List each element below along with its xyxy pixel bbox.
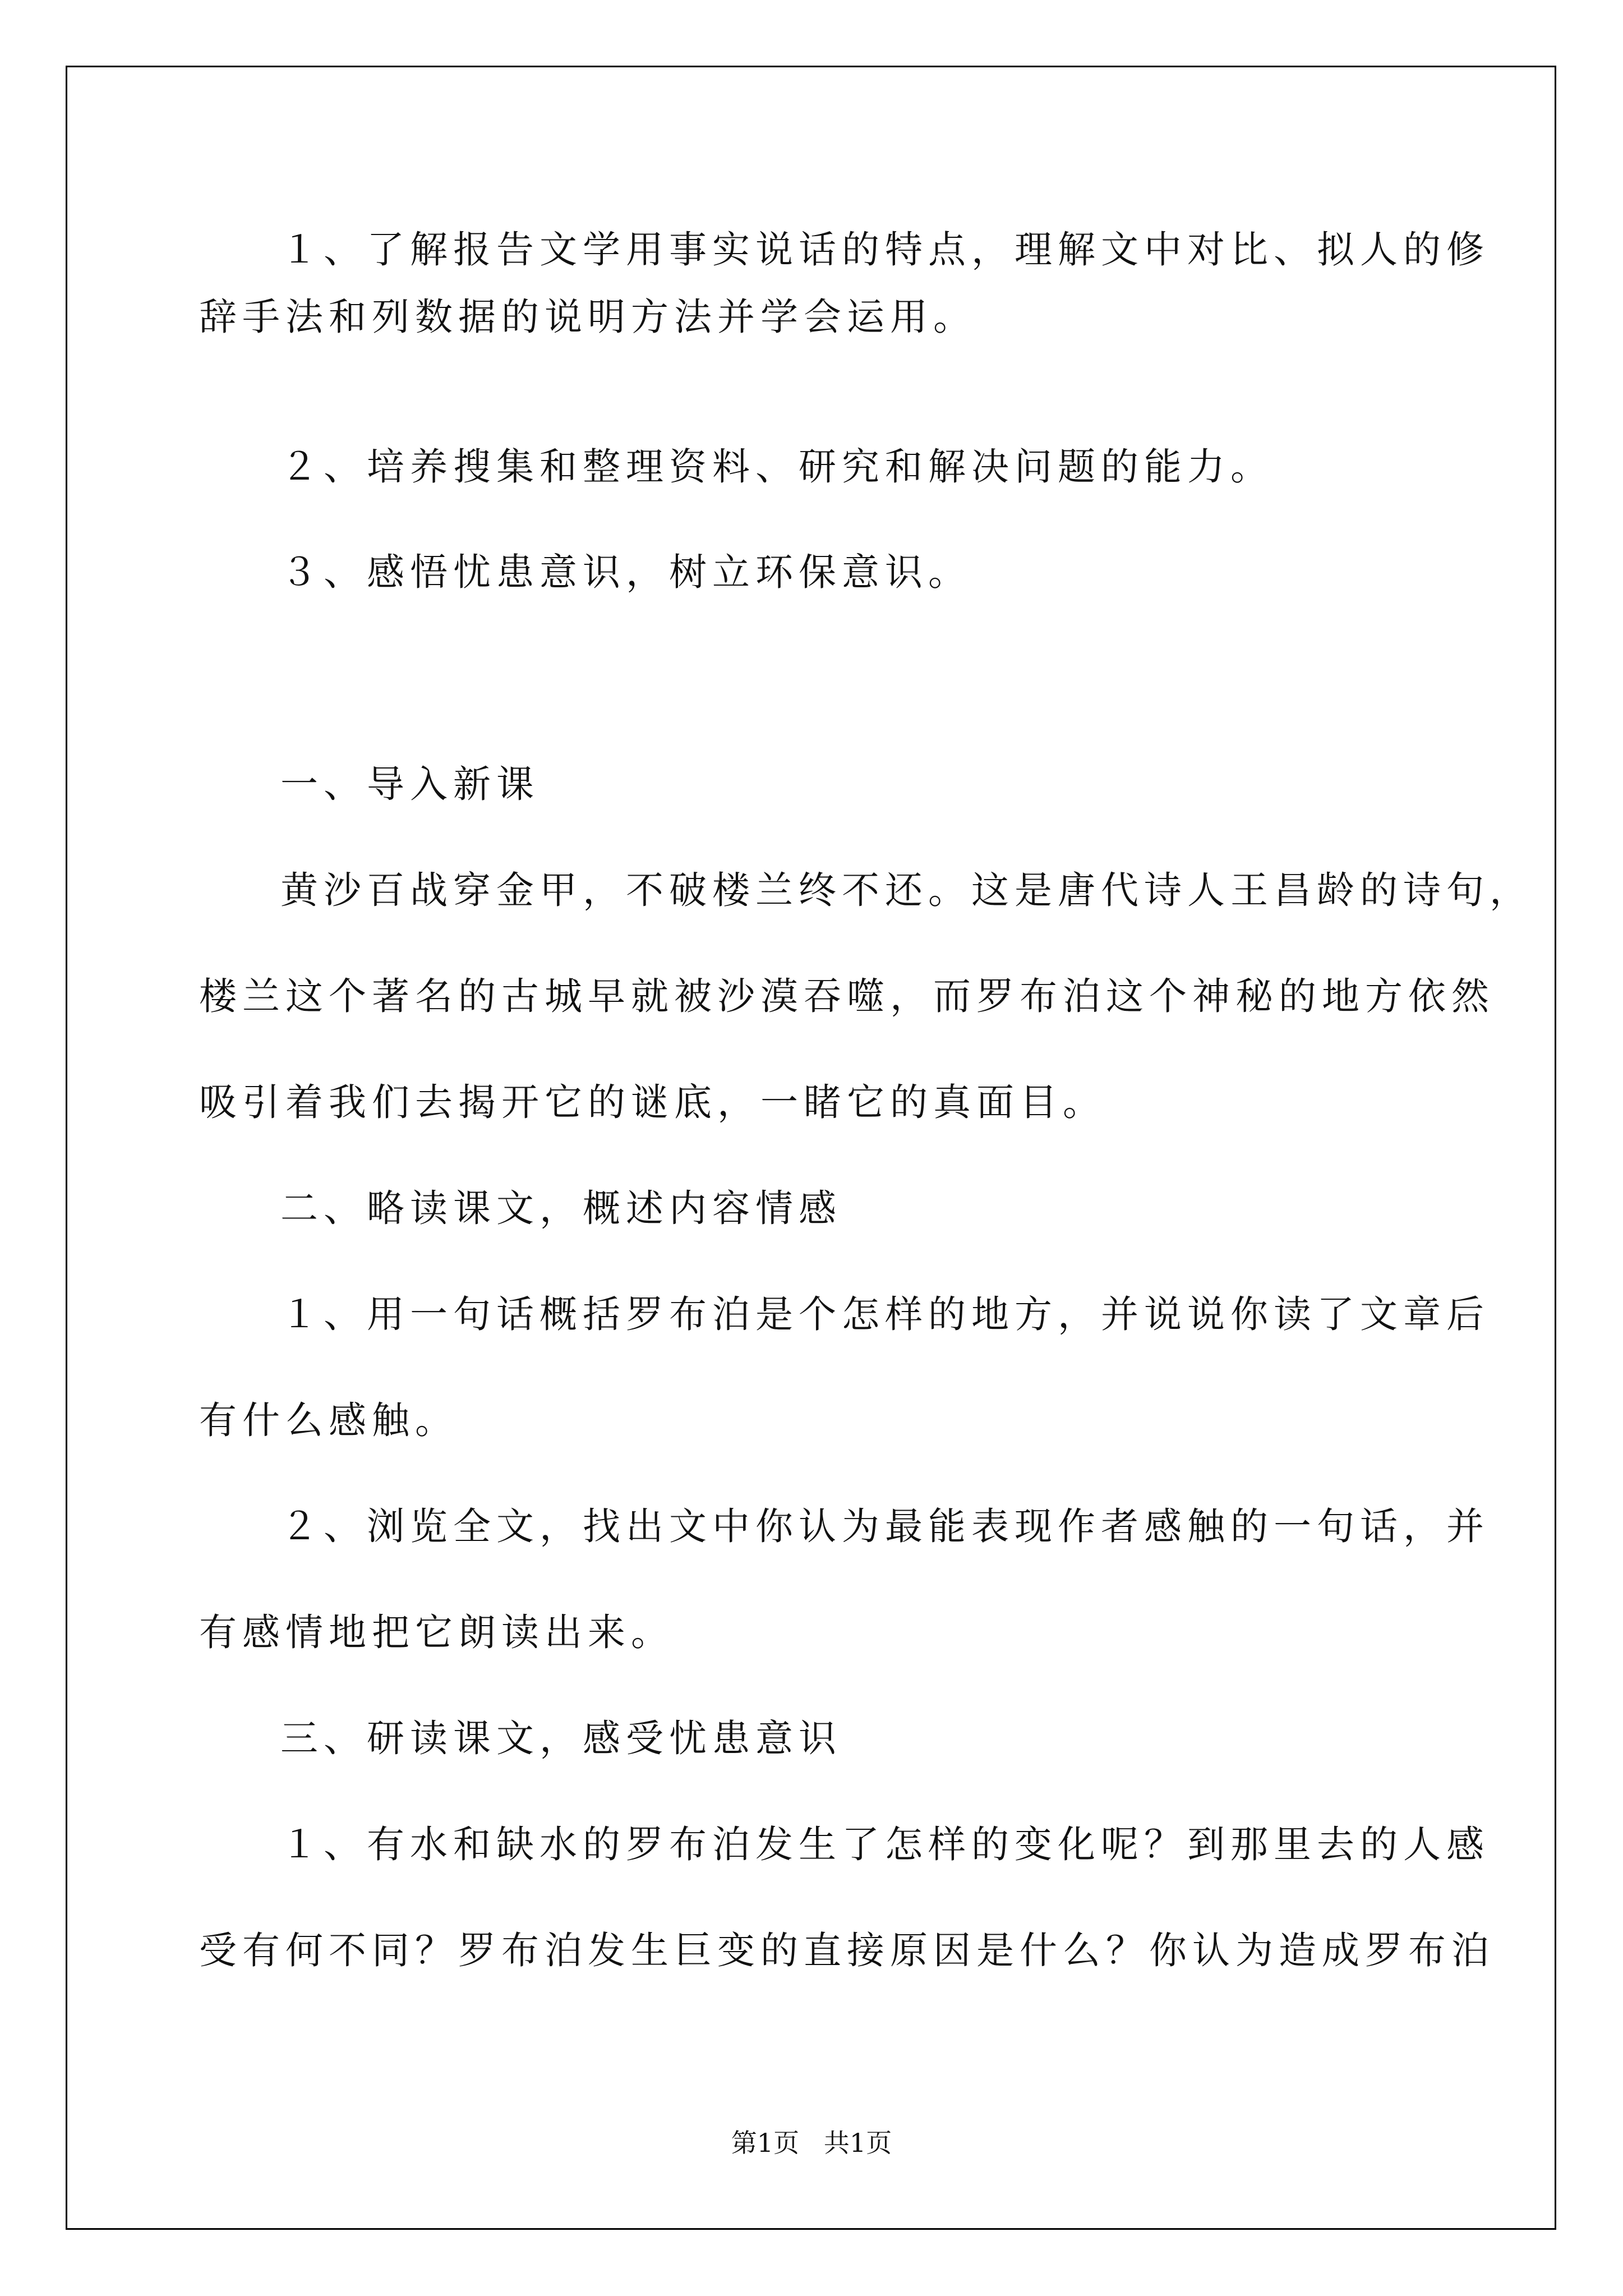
text-line: 楼兰这个著名的古城早就被沙漠吞噬，而罗布泊这个神秘的地方依然 xyxy=(199,974,1495,1018)
text-line: １、用一句话概括罗布泊是个怎样的地方，并说说你读了文章后 xyxy=(280,1292,1490,1336)
text-line: 吸引着我们去揭开它的谜底，一睹它的真面目。 xyxy=(199,1080,1106,1124)
page-number-footer: 第1页 共1页 xyxy=(731,2128,892,2158)
text-line: 有什么感触。 xyxy=(199,1398,458,1442)
text-line: 辞手法和列数据的说明方法并学会运用。 xyxy=(199,295,976,339)
text-line: 黄沙百战穿金甲，不破楼兰终不还。这是唐代诗人王昌龄的诗句， xyxy=(280,868,1533,912)
text-line: ２、培养搜集和整理资料、研究和解决问题的能力。 xyxy=(280,445,1274,489)
text-line: ３、感悟忧患意识，树立环保意识。 xyxy=(280,550,971,594)
text-line: 有感情地把它朗读出来。 xyxy=(199,1611,674,1654)
text-line: ２、浏览全文，找出文中你认为最能表现作者感触的一句话，并 xyxy=(280,1504,1490,1548)
section-heading: 三、研读课文，感受忧患意识 xyxy=(280,1717,842,1760)
section-heading: 一、导入新课 xyxy=(280,762,540,806)
text-line: １、有水和缺水的罗布泊发生了怎样的变化呢？到那里去的人感 xyxy=(280,1823,1490,1866)
section-heading: 二、略读课文，概述内容情感 xyxy=(280,1186,842,1230)
page-border xyxy=(66,66,1556,2230)
text-line: １、了解报告文学用事实说话的特点，理解文中对比、拟人的修 xyxy=(280,228,1490,272)
text-line: 受有何不同？罗布泊发生巨变的直接原因是什么？你认为造成罗布泊 xyxy=(199,1929,1495,1972)
